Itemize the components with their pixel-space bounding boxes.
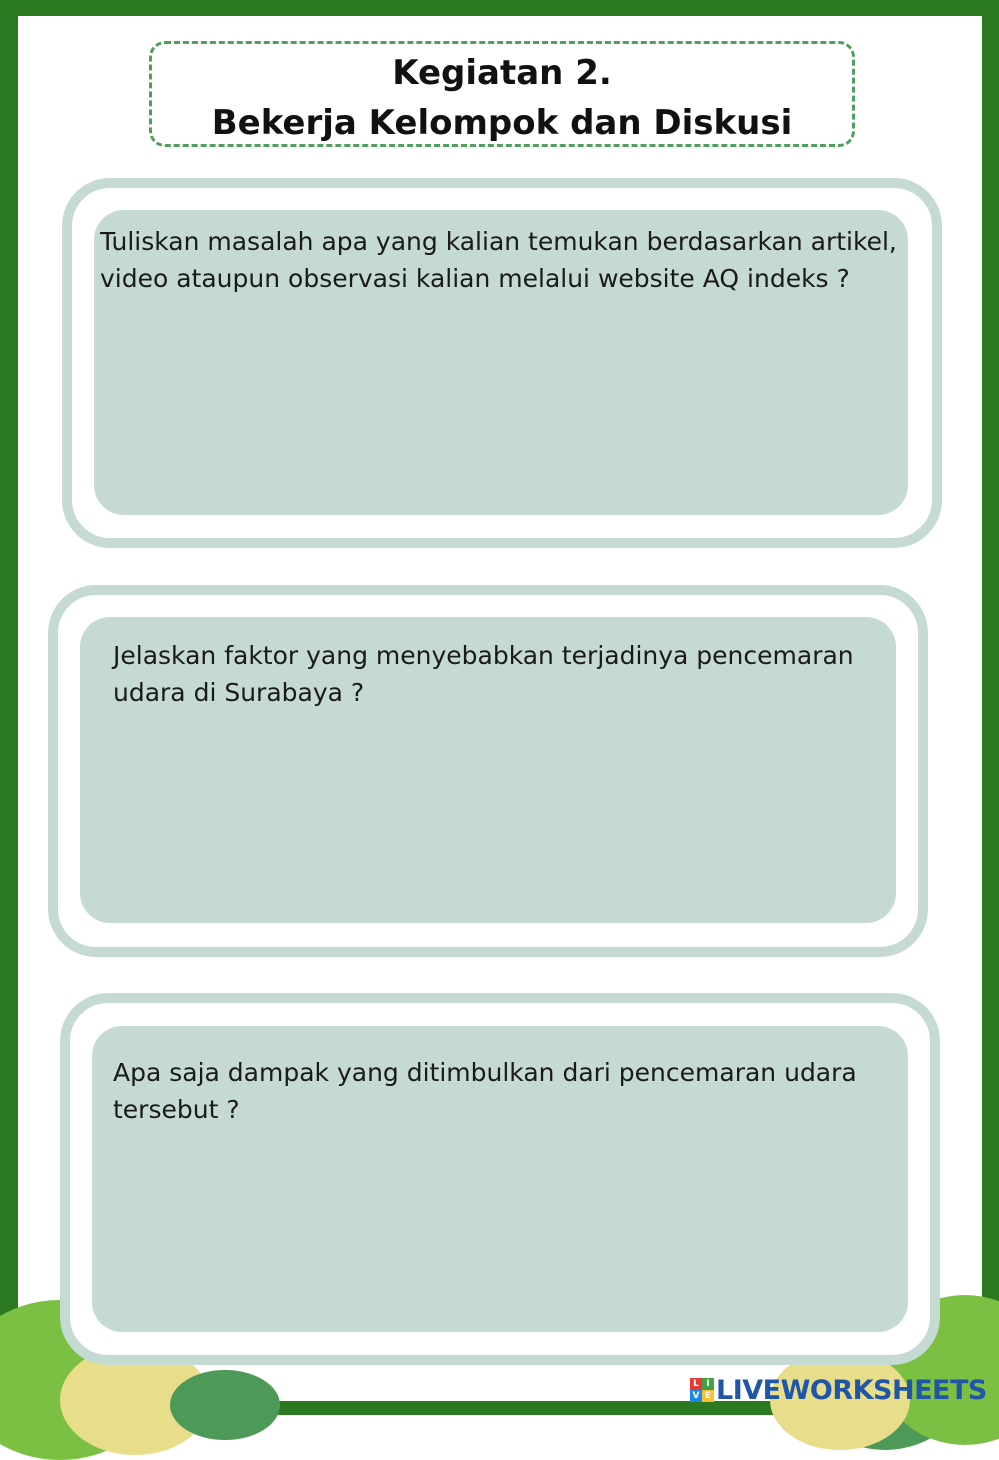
bush-left-dark (170, 1370, 280, 1440)
question-text-3: Apa saja dampak yang ditimbulkan dari pencemaran udara tersebut ? (113, 1058, 857, 1124)
activity-title: Kegiatan 2. (392, 53, 612, 93)
liveworksheets-watermark (690, 1374, 987, 1406)
question-text-1: Tuliskan masalah apa yang kalian temukan berdasarkan artikel, video ataupun observasi kalian melalui website AQ indeks ? (100, 227, 897, 293)
question-text-2: Jelaskan faktor yang menyebabkan terjadinya pencemaran udara di Surabaya ? (113, 641, 854, 707)
activity-title-box (149, 41, 855, 147)
activity-subtitle: Bekerja Kelompok dan Diskusi (211, 103, 793, 143)
liveworksheets-logo-icon: L I V E (690, 1378, 714, 1402)
watermark-text: LIVEWORKSHEETS (716, 1374, 987, 1406)
